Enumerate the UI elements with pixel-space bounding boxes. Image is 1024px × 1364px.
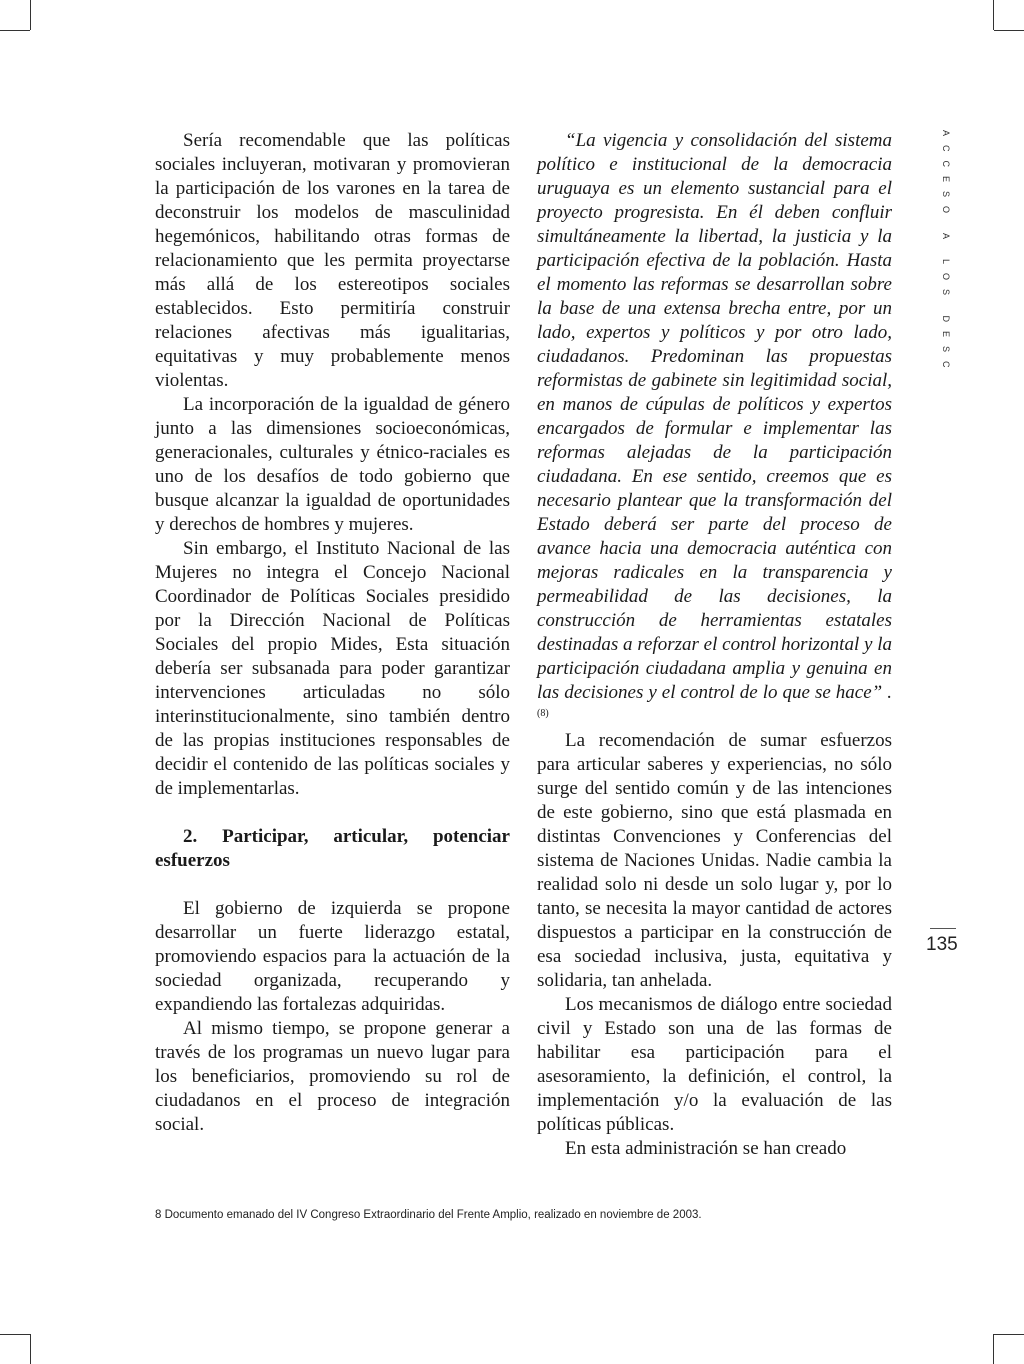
- paragraph: Sería recomendable que las políticas sociales incluyeran, motivaran y promovieran la participación de los varones en la tarea de deconstruir los modelos de masculinidad hegemónicos, habilitando otras formas de relacionamiento que les permita proyectarse más allá de los estereotipos sociales establecidos. Esto permitiría construir relaciones afectivas más igualitarias, equitativas y muy probablemente menos violentas.: [155, 130, 510, 391]
- paragraph: La recomendación de sumar esfuerzos para articular saberes y experiencias, no sólo surge del sentido común y de las intenciones de este gobierno, sino que está plasmada en distintas Convenciones y Conferencias del sistema de Naciones Unidas. Nadie cambia la realidad solo ni desde un solo lugar y, por lo tanto, se necesita la mayor cantidad de actores dispuestos a participar en la construcción de esa sociedad inclusiva, justa, equitativa y solidaria, tan anhelada.: [537, 730, 892, 991]
- quote-text: “La vigencia y consolidación del sistema político e institucional de la democracia uruguaya es un elemento sustancial para el proyecto progresista. En él deben confluir simultáneamente la libertad, la justicia y la participación efectiva de la población. Hasta el momento las reformas se desarrollan sobre la base de una extensa brecha entre, por un lado, expertos y políticos y por otro lado, ciudadanos. Predominan las propuestas reformistas de gabinete sin legitimidad social, en manos de cúpulas de políticos y expertos encargados de formular e implementar las reformas alejadas de la participación ciudadana. En ese sentido, creemos que es necesario plantear que la transformación del Estado deberá ser parte del proceso de avance hacia una democracia auténtica con mejoras radicales en la transparencia y permeabilidad de las decisiones, la construcción de herramientas estatales destinadas a reforzar el control horizontal y la participación ciudadana amplia y genuina en las decisiones y el control de lo que se hace” .: [537, 130, 892, 703]
- footnote-reference: (8): [537, 708, 549, 719]
- page-number: 135: [926, 934, 958, 955]
- crop-mark-top-right-v: [993, 0, 994, 30]
- crop-mark-bottom-right-h: [994, 1334, 1024, 1335]
- footnote: 8 Documento emanado del IV Congreso Extraordinario del Frente Amplio, realizado en noviembre de 2003.: [155, 1209, 702, 1221]
- section-heading: 2. Participar, articular, potenciar esfuerzos: [155, 826, 510, 871]
- block-quote: [537, 129, 892, 729]
- paragraph: Los mecanismos de diálogo entre sociedad civil y Estado son una de las formas de habilitar esa participación para el asesoramiento, la definición, el control, la implementación y/o la evaluación de las políticas públicas.: [537, 994, 892, 1135]
- paragraph: La incorporación de la igualdad de género junto a las dimensiones socioeconómicas, generacionales, culturales y étnico-raciales es uno de los desafíos de todo gobierno que busque alcanzar la igualdad de oportunidades y derechos de hombres y mujeres.: [155, 394, 510, 535]
- crop-mark-bottom-left-h: [0, 1334, 30, 1335]
- page-number-rule: [930, 928, 956, 929]
- crop-mark-bottom-right-v: [993, 1334, 994, 1364]
- crop-mark-top-left-h: [0, 30, 30, 31]
- paragraph: Al mismo tiempo, se propone generar a través de los programas un nuevo lugar para los beneficiarios, promoviendo su rol de ciudadanos en el proceso de integración social.: [155, 1018, 510, 1135]
- left-column: [155, 129, 510, 1137]
- crop-mark-top-left-v: [30, 0, 31, 30]
- right-column: [537, 129, 892, 1161]
- paragraph: Sin embargo, el Instituto Nacional de las Mujeres no integra el Concejo Nacional Coordinador de Políticas Sociales presidido por la Dirección Nacional de Políticas Sociales del propio Mides, Esta situación debería ser subsanada para poder garantizar intervenciones articuladas no sólo interinstitucionalmente, sino también dentro de las propias instituciones responsables de decidir el contenido de las políticas sociales y de implementarlas.: [155, 538, 510, 799]
- paragraph: El gobierno de izquierda se propone desarrollar un fuerte liderazgo estatal, promoviendo espacios para la actuación de la sociedad organizada, recuperando y expandiendo las fortalezas adquiridas.: [155, 898, 510, 1015]
- paragraph: En esta administración se han creado: [565, 1138, 847, 1159]
- running-head: ACCESO A LOS DESC: [941, 130, 951, 377]
- crop-mark-top-right-h: [994, 30, 1024, 31]
- crop-mark-bottom-left-v: [30, 1334, 31, 1364]
